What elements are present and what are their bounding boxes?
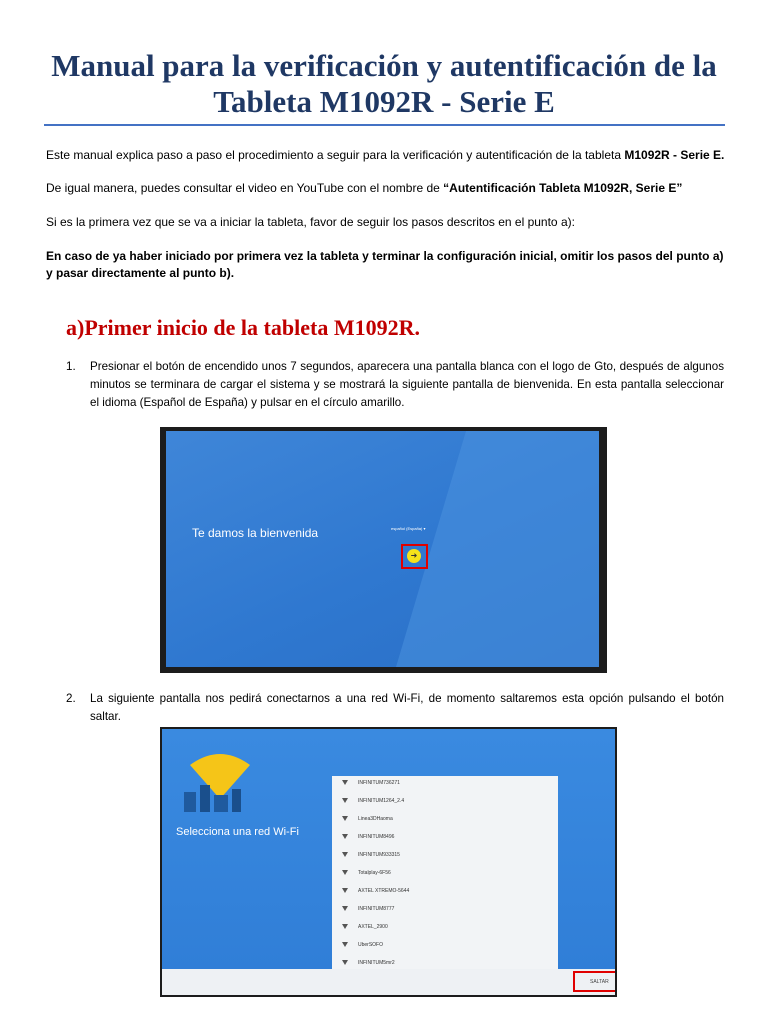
wifi-signal-icon	[342, 816, 348, 821]
highlight-box	[401, 544, 428, 569]
wifi-signal-icon	[342, 870, 348, 875]
wifi-signal-icon	[342, 834, 348, 839]
intro-paragraph-1: Este manual explica paso a paso el procedimiento a seguir para la verificación y autentificación de la tableta M1092R - Serie E.	[46, 148, 725, 162]
step-2	[66, 690, 724, 726]
wifi-network-item[interactable]: AXTEL XTREMO-5644	[342, 888, 409, 904]
skip-button[interactable]: SALTAR	[590, 979, 609, 985]
welcome-screen	[166, 431, 599, 667]
wifi-signal-icon	[342, 798, 348, 803]
wifi-network-item[interactable]: Linea3DHaoma	[342, 816, 393, 832]
section-heading-a: a)Primer inicio de la tableta M1092R.	[66, 315, 420, 340]
wifi-screen	[162, 729, 615, 995]
wifi-signal-icon	[342, 852, 348, 857]
step-number: 2.	[66, 692, 76, 705]
welcome-screen-photo	[160, 427, 607, 673]
intro-paragraph-3: Si es la primera vez que se va a iniciar la tableta, favor de seguir los pasos descritos en el punto a):	[46, 215, 575, 229]
wifi-network-item[interactable]: INFINITUM933315	[342, 852, 400, 868]
wifi-network-item[interactable]: UberSOFO	[342, 942, 383, 958]
intro-paragraph-4: En caso de ya haber iniciado por primera vez la tableta y terminar la configuración inicial, omitir los pasos del punto a) y pasar directamente al punto b).	[46, 249, 724, 280]
wifi-screen-photo	[160, 727, 617, 997]
wifi-signal-icon	[342, 906, 348, 911]
wifi-signal-icon	[342, 780, 348, 785]
next-button[interactable]: ➜	[407, 549, 421, 563]
title-divider	[44, 124, 725, 126]
wifi-signal-icon	[342, 942, 348, 947]
wifi-network-item[interactable]: INFINITUM1264_2.4	[342, 798, 404, 814]
background-diagonal	[166, 431, 599, 667]
wifi-network-item[interactable]: Totalplay-6F56	[342, 870, 391, 886]
step-text: La siguiente pantalla nos pedirá conectarnos a una red Wi-Fi, de momento saltaremos esta opción pulsando el botón saltar.	[90, 692, 724, 723]
wifi-signal-icon	[342, 924, 348, 929]
wifi-signal-icon	[342, 960, 348, 965]
wifi-network-item[interactable]: INFINITUM8777	[342, 906, 394, 922]
highlight-box	[573, 971, 615, 992]
step-1	[66, 358, 724, 412]
wifi-network-list	[332, 776, 558, 972]
welcome-text: Te damos la bienvenida	[192, 526, 319, 540]
wifi-network-item[interactable]: INFINITUM736271	[342, 780, 400, 796]
wifi-signal-icon	[342, 888, 348, 893]
intro-paragraph-2: De igual manera, puedes consultar el video en YouTube con el nombre de “Autentificación Tableta M1092R, Serie E”	[46, 181, 683, 195]
language-selector[interactable]: español (España) ▾	[391, 526, 426, 531]
wifi-network-item[interactable]: AXTEL_2900	[342, 924, 388, 940]
wifi-network-item[interactable]: INFINITUM8496	[342, 834, 394, 850]
step-text: Presionar el botón de encendido unos 7 segundos, aparecera una pantalla blanca con el logo de Gto, después de algunos minutos se terminara de cargar el sistema y se mostrará la siguiente pantalla de bienvenida. En esta pantalla seleccionar el idioma (Español de España) y pulsar en el círculo amarillo.	[90, 360, 724, 409]
wifi-illustration	[162, 747, 272, 822]
step-number: 1.	[66, 360, 76, 373]
bottom-bar	[162, 969, 615, 995]
wifi-heading: Selecciona una red Wi-Fi	[176, 826, 299, 838]
document-title: Manual para la verificación y autentificación de la Tableta M1092R - Serie E	[51, 48, 717, 119]
wifi-network-item[interactable]: INFINITUM5mr2	[342, 960, 395, 976]
